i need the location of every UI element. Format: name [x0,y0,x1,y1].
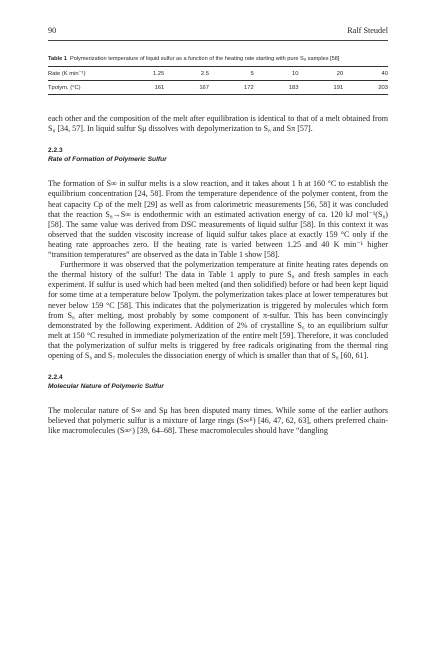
table-caption [48,56,388,63]
table-cell: 5 [209,67,254,81]
running-author: Ralf Steudel [347,26,388,35]
table-cell: 1.25 [112,67,164,81]
section-number: 2.2.4 [48,374,63,382]
table-cell: 203 [343,81,388,95]
table-cell: 2.5 [164,67,209,81]
section-heading-2-2-4 [48,373,388,391]
table-caption-text: Polymerization temperature of liquid sulfur as a function of the heating rate starting with pure S₈ samples [58] [69,56,340,62]
table-cell: 191 [298,81,343,95]
header-rule [48,40,388,41]
table-cell: 40 [343,67,388,81]
paragraph-continuation: each other and the composition of the melt after equilibration is identical to that of a melt obtained from S₈ [34, 57]. In liquid sulfur Sμ dissolves with depolymerization to S₈ and Sπ [57]. [48,114,388,134]
table-cell: 167 [164,81,209,95]
table-caption-label: Table 1 [48,56,67,62]
paragraph-thermal-history: Furthermore it was observed that the polymerization temperature at finite heating rates depends on the thermal history of the sulfur! The data in Table 1 apply to pure S₈ and fresh samples in each experiment. If sulfur is used which had been melted (and then solidified) before or had been kept liquid for some time at a temperature below Tpolym. the polymerization takes place at lower temperatures but never below 159 °C [58]. This indicates that the polymerization is triggered by molecules which form from S₈ after melting, most probably by some component of π-sulfur. This has been convincingly demonstrated by the following experiment. Addition of 2% of crystalline S₆ to an equilibrium sulfur melt at 150 °C resulted in immediate polymerization of the entire melt [59]. Therefore, it was concluded that the polymerization of sulfur melts is triggered by free radicals originating from the thermal ring opening of S₆ and S₇ molecules the dissociation energy of which is smaller than that of S₈ [60, 61]. [48,260,388,360]
paragraph-molecular-nature: The molecular nature of S∞ and Sμ has been disputed many times. While some of the earlier authors believed that polymeric sulfur is a mixture of large rings (S∞ᴿ) [46, 47, 62, 63], others preferred chain-like macromolecules (S∞ᶜ) [39, 64–68]. These macromolecules should have “dangling [48,406,388,436]
table-cell: 172 [209,81,254,95]
section-heading-2-2-3 [48,146,388,164]
table-row [48,81,388,95]
table-cell: 183 [254,81,299,95]
paragraph-formation-rate: The formation of S∞ in sulfur melts is a slow reaction, and it takes about 1 h at 160 °C to establish the equilibrium concentration [24, 58]. From the temperature dependence of the polymer content, from the heat capacity Cp of the melt [29] as well as from calorimetric measurements [56, 58] it was concluded that the reaction S₈→S∞ is endothermic with an estimated activation energy of ca. 120 kJ mol⁻¹(S₈) [58]. The same value was derived from DSC measurements of liquid sulfur [58]. In this context it was observed that the sudden viscosity increase of liquid sulfur takes place at exactly 159 °C only if the heating rate approaches zero. If the heating rate is varied between 1.25 and 40 K min⁻¹ higher “transition temperatures” are observed as the data in Table 1 show [58]. [48,179,388,260]
section-title: Rate of Formation of Polymeric Sulfur [48,156,167,164]
table-row-label: Rate (K min⁻¹) [48,67,112,81]
section-title: Molecular Nature of Polymeric Sulfur [48,383,164,391]
table-cell: 161 [112,81,164,95]
page-number: 90 [48,26,57,35]
heating-rate-table [48,66,388,95]
table-cell: 20 [298,67,343,81]
running-header [48,26,388,36]
section-number: 2.2.3 [48,147,63,155]
page [48,26,388,436]
table-row [48,67,388,81]
table-cell: 10 [254,67,299,81]
table-row-label: Tpolym. (°C) [48,81,112,95]
